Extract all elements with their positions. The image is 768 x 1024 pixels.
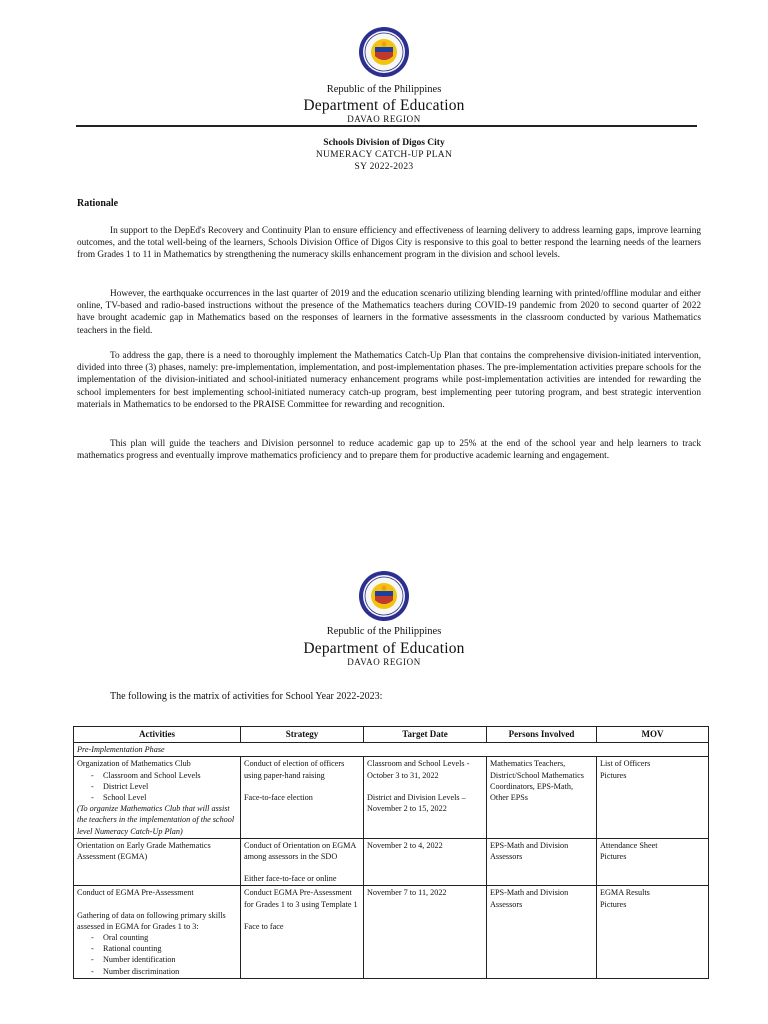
phase-row [74,743,709,757]
persons-cell: EPS-Math and Division Assessors [487,886,597,978]
mov-text: Pictures [600,770,627,780]
column-header: Activities [74,727,241,743]
column-header: Persons Involved [487,727,597,743]
activity-bullet: - District Level [91,781,237,792]
deped-seal-logo [358,570,410,622]
column-header: Target Date [364,727,487,743]
target-date-cell [364,838,487,886]
column-header: MOV [597,727,709,743]
mov-text: Attendance Sheet [600,840,658,850]
target-date-text: Classroom and School Levels - October 3 to 31, 2022 [367,759,470,780]
school-year: SY 2022-2023 [354,162,414,172]
activity-bullet: - Number discrimination [91,966,237,977]
table-row [74,757,709,838]
activity-bullet: - Number identification [91,954,237,965]
strategy-text: Conduct of election of officers using paper-hand raising [244,759,345,780]
activity-matrix-table [73,726,709,979]
target-date-text: District and Division Levels – November 2 to 15, 2022 [367,792,466,814]
strategy-cell [241,886,364,978]
activity-title: Conduct of EGMA Pre-Assessment [77,888,194,898]
table-row [74,886,709,978]
table-row [74,838,709,886]
department-title: Department of Education [303,97,465,114]
rationale-paragraph: In support to the DepEd's Recovery and Continuity Plan to ensure efficiency and effectiveness of learning delivery to address learning gaps, improve learning outcomes, and the total well-being of the learners, Schools Division Office of Digos City is responsive to this goal to better respond the learning needs of the learners from Grades 1 to 11 in Mathematics by strengthening the numeracy skills enhancement program in the division and school levels. [77,226,701,261]
persons-cell: EPS-Math and Division Assessors [487,838,597,886]
activity-note: (To organize Mathematics Club that will assist the teachers in the implementation of the school level Numeracy Catch-Up Plan) [77,804,235,836]
rationale-heading: Rationale [77,198,119,209]
column-header: Strategy [241,727,364,743]
mov-text: List of Officers [600,759,651,769]
activity-title: Orientation on Early Grade Mathematics Assessment (EGMA) [77,840,211,862]
mov-text: EGMA Results [600,888,650,898]
department-title: Department of Education [303,640,465,657]
mov-text: Pictures [600,899,627,909]
strategy-text: Conduct of Orientation on EGMA among assessors in the SDO [244,840,356,862]
deped-seal-logo [358,26,410,78]
region-label: DAVAO REGION [347,657,421,667]
mov-cell [597,886,709,978]
activity-bullet: - Rational counting [91,943,237,954]
table-header-row [74,727,709,743]
matrix-intro: The following is the matrix of activities for School Year 2022-2023: [110,691,383,702]
republic-label: Republic of the Philippines [326,626,442,637]
strategy-cell [241,757,364,838]
target-date-text: November 2 to 4, 2022 [367,840,443,850]
plan-title: NUMERACY CATCH-UP PLAN [315,150,453,160]
rationale-paragraph: To address the gap, there is a need to thoroughly implement the Mathematics Catch-Up Plan that contains the comprehensive division-initiated intervention, divided into three (3) phases, namely: pre-implementation, implementation, and post-implementation phases. The pre-implementation activities prepare schools for the implementation of the division-initiated and school-initiated numeracy enhancement programs while post-implementation activities are intended for rewarding the school implementers for best implementing school-initiated numeracy catch-up program, best implementing peer tutoring program, and best strategic intervention materials in Mathematics to be endorsed to the PRAISE Committee for rewarding and recognition. [77,351,701,410]
target-date-cell [364,886,487,978]
rationale-paragraph: However, the earthquake occurrences in the last quarter of 2019 and the education scenario utilizing blending learning with printed/offline modular and either online, TV-based and radio-based instructions without the presence of the Mathematics teachers during COVID-19 pandemic from 2020 to second quarter of 2022 have brought academic gap in Mathematics based on the responses of learners in the formative assessments in the classroom conducted by various Mathematics teachers in the field. [77,289,701,336]
region-label: DAVAO REGION [347,114,421,124]
persons-cell: Mathematics Teachers, District/School Mathematics Coordinators, EPS-Math, Other EPSs [487,757,597,838]
activity-cell [74,886,241,978]
division-name: Schools Division of Digos City [323,138,445,148]
target-date-text: November 7 to 11, 2022 [367,888,447,898]
activity-cell [74,838,241,886]
republic-label: Republic of the Philippines [326,84,442,95]
rationale-paragraph: This plan will guide the teachers and Division personnel to reduce academic gap up to 25% at the end of the school year and help learners to track mathematics progress and eventually improve mathematics proficiency and to prepare them for productive academic learning and engagement. [77,439,701,462]
activity-bullet: - Classroom and School Levels [91,770,237,781]
header-divider [76,125,697,127]
mov-cell [597,838,709,886]
activity-cell [74,757,241,838]
target-date-cell [364,757,487,838]
activity-subtext: Gathering of data on following primary skills assessed in EGMA for Grades 1 to 3: [77,910,226,931]
strategy-text: Face to face [244,921,284,931]
strategy-cell [241,838,364,886]
activity-bullet: - School Level [91,792,237,803]
mov-cell [597,757,709,838]
activity-title: Organization of Mathematics Club [77,759,191,769]
mov-text: Pictures [600,852,627,862]
strategy-text: Conduct EGMA Pre-Assessment for Grades 1 to 3 using Template 1 [244,888,358,909]
phase-label: Pre-Implementation Phase [74,743,709,757]
strategy-text: Face-to-face election [244,792,313,802]
strategy-text: Either face-to-face or online [244,874,337,884]
activity-bullet: - Oral counting [91,932,237,943]
